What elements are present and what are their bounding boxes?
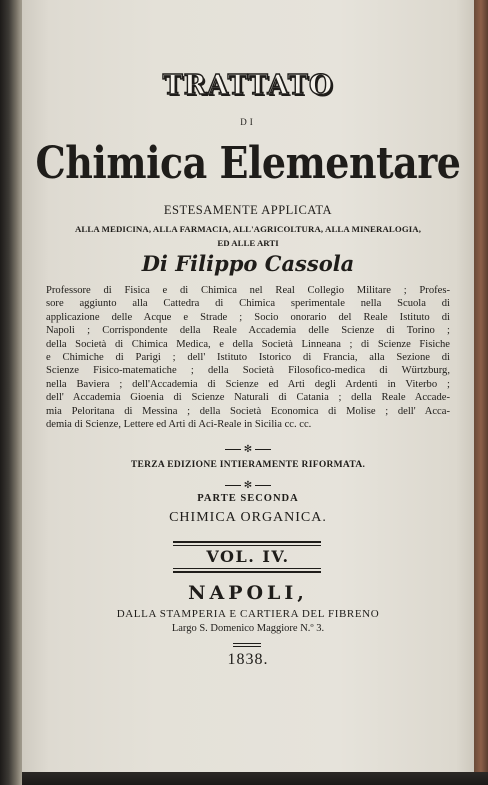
credentials-line: demia di Scienze, Lettere ed Arti di Aci-Reale in Sicilia cc. cc.	[46, 419, 312, 431]
book-spine	[0, 0, 22, 785]
credentials-line: nella Baviera ; dell'Accademia di Scienze ed Arti degli Ardenti in Viterbo ;	[46, 378, 450, 390]
subtitle-line-3: ED ALLE ARTI	[217, 238, 279, 248]
edition-statement: TERZA EDIZIONE INTIERAMENTE RIFORMATA.	[130, 460, 366, 470]
credentials-line: dell' Accademia Gioenia di Scienze Naturali di Catania ; della Reale Accade-	[46, 392, 450, 404]
credentials-line: Professore di Fisica e di Chimica nel Real Collegio Militare ; Profes-	[46, 285, 450, 296]
credentials-line: e Chimiche di Parigi ; dell' Istituto Istorico di Francia, alla Sezione di	[46, 352, 450, 364]
credentials-line: mia Peloritana di Messina ; della Società Economica di Molise ; dell' Acca-	[46, 405, 450, 417]
printer-address: Largo S. Domenico Maggiore N.º 3.	[171, 623, 325, 634]
ornament-divider	[22, 480, 474, 491]
ornament-divider	[22, 444, 474, 455]
volume-rule	[173, 571, 321, 573]
ornament-star-icon: ✻	[243, 444, 253, 456]
credentials-line: sore aggiunto alla Cattedra di Chimica sperimentale nella Scuola di	[46, 298, 450, 310]
title-page-content	[22, 0, 474, 772]
ornament-star-icon: ✻	[243, 480, 253, 492]
subtitle-line-2: ALLA MEDICINA, ALLA FARMACIA, ALL'AGRICOLTURA, ALLA MINERALOGIA,	[74, 224, 422, 234]
publication-year: 1838.	[227, 651, 269, 668]
title-connector: DI	[240, 117, 256, 127]
main-title: Chimica Elementare	[35, 136, 461, 189]
volume-number: VOL. IV.	[206, 547, 290, 566]
page-edge	[474, 0, 488, 785]
part-label: PARTE SECONDA	[197, 493, 299, 504]
year-rule	[233, 643, 261, 644]
volume-rule	[173, 568, 321, 569]
credentials-line: Napoli ; Corrispondente della Reale Accademia delle Scienze di Torino ;	[46, 325, 450, 337]
subtitle-line-1: ESTESAMENTE APPLICATA	[163, 203, 333, 217]
volume-rule	[173, 541, 321, 543]
year-rule	[233, 646, 261, 647]
printer-name: DALLA STAMPERIA E CARTIERA DEL FIBRENO	[116, 608, 380, 620]
author-name: Di Filippo Cassola	[141, 251, 355, 276]
credentials-line: applicazione delle Acque e Strade ; Socio onorario del Reale Istituto di	[46, 311, 450, 323]
title-word: TRATTATO	[162, 70, 334, 101]
book-bottom-edge	[22, 772, 488, 785]
author-credentials	[46, 284, 450, 431]
volume-rule	[173, 545, 321, 546]
credentials-line: della Società di Chimica Medica, e della Società Linneana ; di Scienze Fisiche	[46, 338, 450, 350]
part-title: CHIMICA ORGANICA.	[169, 510, 327, 525]
credentials-line: Scienze Fisico-matematiche ; della Società Filosofico-medica di Würtzburg,	[46, 365, 450, 377]
publication-city: NAPOLI,	[188, 582, 308, 604]
